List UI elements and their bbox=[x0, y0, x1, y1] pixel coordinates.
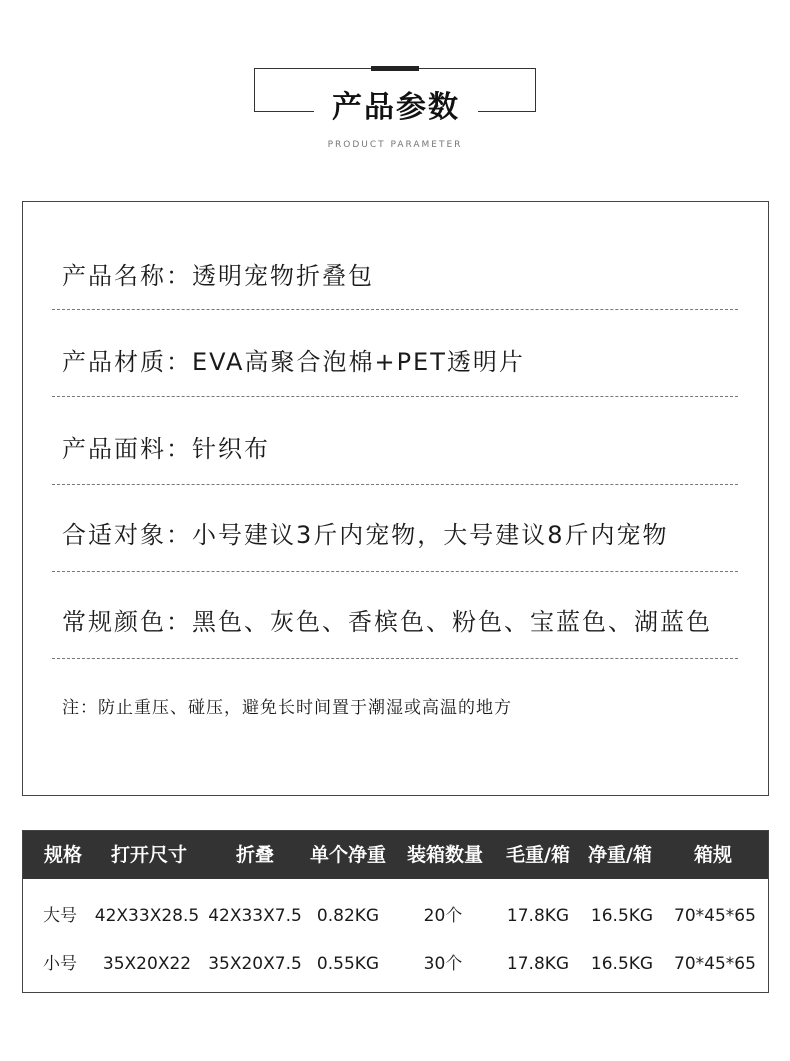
table-cell: 70*45*65 bbox=[674, 906, 756, 926]
param-label: 产品面料： bbox=[62, 435, 192, 463]
table-header-cell: 单个净重 bbox=[309, 844, 386, 866]
param-label: 产品名称： bbox=[62, 262, 192, 290]
table-cell: 0.82KG bbox=[316, 906, 380, 926]
header-rule-right bbox=[478, 111, 536, 112]
divider bbox=[52, 571, 738, 572]
param-row-target bbox=[62, 520, 669, 550]
table-header-cell: 打开尺寸 bbox=[110, 844, 187, 866]
section-title: 产品参数 bbox=[332, 90, 460, 125]
param-value: 透明宠物折叠包 bbox=[192, 262, 374, 290]
divider bbox=[52, 309, 738, 310]
param-value: 针织布 bbox=[192, 435, 270, 463]
table-header-cell: 装箱数量 bbox=[406, 844, 483, 866]
table-cell: 17.8KG bbox=[506, 954, 570, 974]
table-cell: 17.8KG bbox=[506, 906, 570, 926]
table-cell: 42X33X7.5 bbox=[208, 906, 302, 926]
param-value: EVA高聚合泡棉+PET透明片 bbox=[192, 348, 525, 376]
table-header-cell: 规格 bbox=[43, 844, 82, 866]
param-row-colors bbox=[62, 607, 712, 637]
table-header-cell: 净重/箱 bbox=[588, 844, 652, 866]
param-row-fabric bbox=[62, 434, 270, 464]
table-header-cell: 箱规 bbox=[693, 844, 732, 866]
table-cell: 16.5KG bbox=[590, 954, 654, 974]
param-label: 产品材质： bbox=[62, 348, 192, 376]
table-cell: 70*45*65 bbox=[674, 954, 756, 974]
divider bbox=[52, 396, 738, 397]
header-accent-bar bbox=[371, 66, 419, 71]
param-label: 合适对象： bbox=[62, 521, 192, 549]
care-note: 注：防止重压、碰压，避免长时间置于潮湿或高温的地方 bbox=[62, 698, 512, 718]
param-value: 小号建议3斤内宠物，大号建议8斤内宠物 bbox=[192, 521, 669, 549]
table-cell: 0.55KG bbox=[316, 954, 380, 974]
param-row-name bbox=[62, 261, 374, 291]
spec-table bbox=[22, 830, 769, 993]
table-header bbox=[23, 831, 768, 879]
param-row-material bbox=[62, 347, 525, 377]
table-cell: 16.5KG bbox=[590, 906, 654, 926]
table-cell: 大号 bbox=[43, 906, 77, 926]
table-header-cell: 折叠 bbox=[235, 844, 274, 866]
table-cell: 小号 bbox=[43, 954, 77, 974]
param-value: 黑色、灰色、香槟色、粉色、宝蓝色、湖蓝色 bbox=[192, 608, 712, 636]
table-header-cell: 毛重/箱 bbox=[506, 844, 570, 866]
table-cell: 35X20X7.5 bbox=[208, 954, 302, 974]
section-subtitle: PRODUCT PARAMETER bbox=[327, 140, 463, 150]
divider bbox=[52, 484, 738, 485]
table-cell: 30个 bbox=[423, 954, 463, 974]
header-rule-left bbox=[254, 111, 314, 112]
param-label: 常规颜色： bbox=[62, 608, 192, 636]
table-cell: 35X20X22 bbox=[102, 954, 192, 974]
divider bbox=[52, 658, 738, 659]
table-cell: 42X33X28.5 bbox=[94, 906, 200, 926]
table-cell: 20个 bbox=[423, 906, 463, 926]
